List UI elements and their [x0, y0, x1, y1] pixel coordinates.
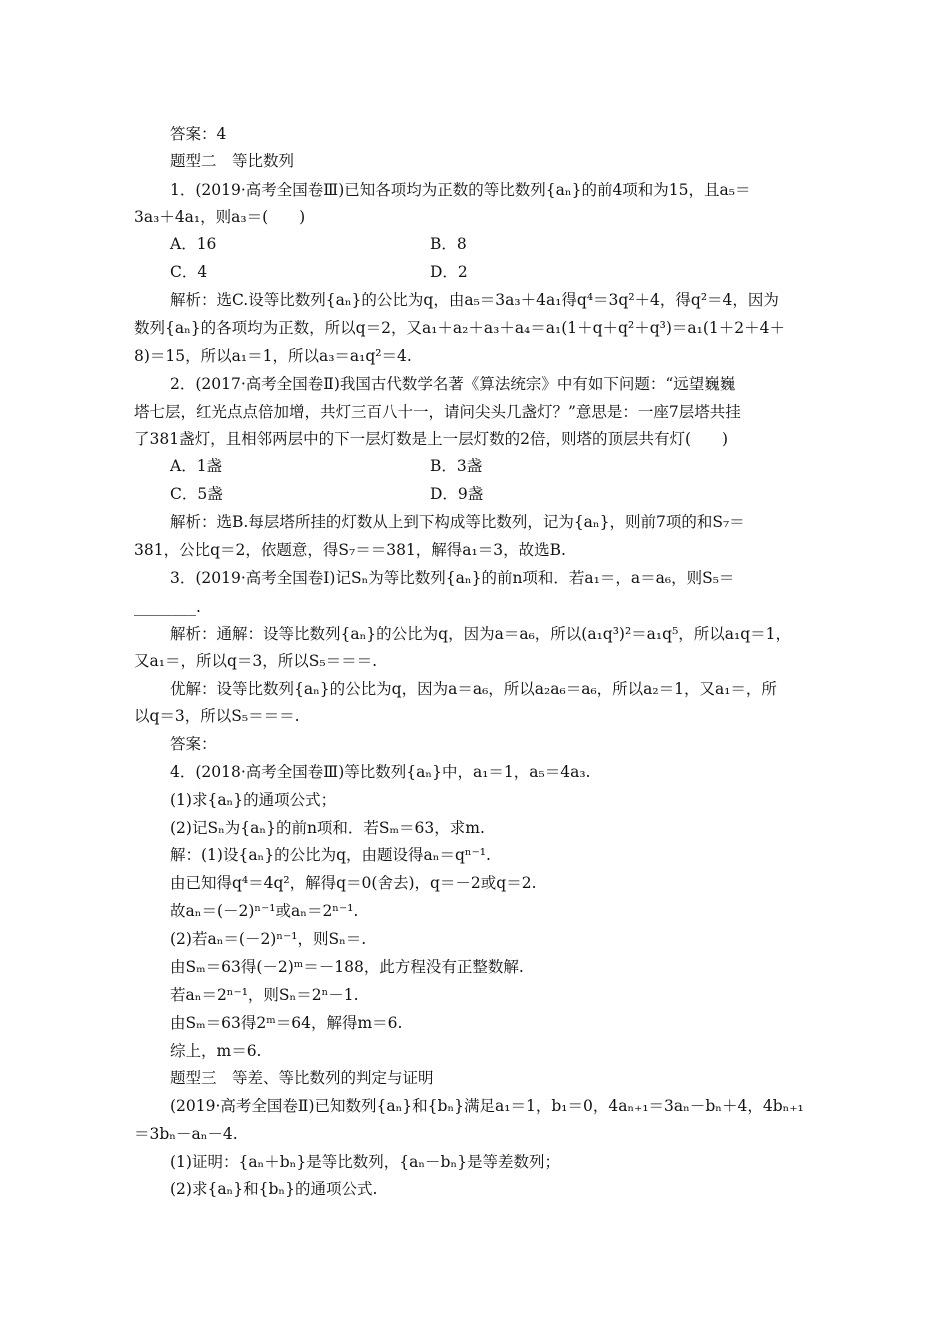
answer-blank: ________.	[134, 598, 201, 616]
problem-5-text-cont: ＝3bₙ－aₙ－4.	[134, 1125, 238, 1143]
solution-4-line: (2)若aₙ＝(－2)ⁿ⁻¹，则Sₙ＝.	[170, 930, 367, 948]
choice-d: D．9盏	[430, 485, 484, 503]
problem-4-part-2: (2)记Sₙ为{aₙ}的前n项和．若Sₘ＝63，求m.	[170, 819, 485, 837]
solution-2-line: 解析：选B.每层塔所挂的灯数从上到下构成等比数列，记为{aₙ}，则前7项的和S₇＝	[170, 513, 745, 531]
answer-line: 答案：4	[170, 125, 227, 143]
solution-3-alt: 优解：设等比数列{aₙ}的公比为q，因为a＝a₆，所以a₂a₆＝a₆，所以a₂＝1，又a₁＝，所	[170, 680, 777, 698]
choice-a: A．1盏	[170, 457, 223, 475]
choice-b: B．8	[430, 235, 467, 253]
solution-4-line: 解：(1)设{aₙ}的公比为q，由题设得aₙ＝qⁿ⁻¹.	[170, 846, 491, 864]
problem-2-text-cont: 塔七层，红光点点倍加增，共灯三百八十一，请问尖头几盏灯？”意思是：一座7层塔共挂	[134, 403, 741, 421]
solution-3-line: 又a₁＝，所以q＝3，所以S₅＝＝＝.	[134, 652, 377, 670]
solution-4-line: 若aₙ＝2ⁿ⁻¹，则Sₙ＝2ⁿ－1.	[170, 986, 359, 1004]
problem-2-text-cont: 了381盏灯，且相邻两层中的下一层灯数是上一层灯数的2倍，则塔的顶层共有灯( )	[134, 430, 729, 448]
choice-b: B．3盏	[430, 457, 483, 475]
problem-1-text: 1．(2019·高考全国卷Ⅲ)已知各项均为正数的等比数列{aₙ}的前4项和为15，且a₅＝	[170, 181, 751, 199]
solution-1-line: 数列{aₙ}的各项均为正数，所以q＝2，又a₁＋a₂＋a₃＋a₄＝a₁(1＋q＋q²＋q³)＝a₁(1＋2＋4＋	[134, 319, 785, 337]
problem-3-text: 3．(2019·高考全国卷Ⅰ)记Sₙ为等比数列{aₙ}的前n项和．若a₁＝，a＝a₆，则S₅＝	[170, 569, 735, 587]
solution-1-line: 解析：选C.设等比数列{aₙ}的公比为q，由a₅＝3a₃＋4a₁得q⁴＝3q²＋4，得q²＝4，因为	[170, 291, 779, 309]
problem-4-text: 4．(2018·高考全国卷Ⅲ)等比数列{aₙ}中，a₁＝1，a₅＝4a₃.	[170, 763, 591, 781]
problem-2-text: 2．(2017·高考全国卷Ⅱ)我国古代数学名著《算法统宗》中有如下问题：“远望巍巍	[170, 375, 736, 393]
solution-2-line: 381，公比q＝2，依题意，得S₇＝＝381，解得a₁＝3，故选B.	[134, 541, 566, 559]
choice-c: C．5盏	[170, 485, 223, 503]
choice-d: D．2	[430, 263, 468, 281]
section-heading: 题型二 等比数列	[170, 152, 295, 170]
choice-c: C．4	[170, 263, 208, 281]
solution-4-line: 故aₙ＝(－2)ⁿ⁻¹或aₙ＝2ⁿ⁻¹.	[170, 902, 359, 920]
problem-1-text-cont: 3a₃＋4a₁，则a₃＝( )	[134, 208, 306, 226]
section-heading: 题型三 等差、等比数列的判定与证明	[170, 1069, 434, 1087]
problem-5-part-2: (2)求{aₙ}和{bₙ}的通项公式.	[170, 1180, 378, 1198]
solution-3-line: 解析：通解：设等比数列{aₙ}的公比为q，因为a＝a₆，所以(a₁q³)²＝a₁q⁵，所以a₁q＝1，	[170, 625, 792, 643]
problem-5-part-1: (1)证明：{aₙ＋bₙ}是等比数列，{aₙ－bₙ}是等差数列；	[170, 1153, 561, 1171]
problem-4-part-1: (1)求{aₙ}的通项公式；	[170, 791, 337, 809]
choice-a: A．16	[170, 235, 217, 253]
solution-4-line: 由Sₘ＝63得(－2)ᵐ＝－188，此方程没有正整数解.	[170, 958, 524, 976]
solution-3-alt: 以q＝3，所以S₅＝＝＝.	[134, 707, 300, 725]
solution-4-line: 由已知得q⁴＝4q²，解得q＝0(舍去)，q＝－2或q＝2.	[170, 874, 537, 892]
solution-4-conclusion: 综上，m＝6.	[170, 1042, 262, 1060]
solution-4-line: 由Sₘ＝63得2ᵐ＝64，解得m＝6.	[170, 1014, 403, 1032]
solution-1-line: 8)＝15，所以a₁＝1，所以a₃＝a₁q²＝4.	[134, 347, 412, 365]
answer-line: 答案：	[170, 735, 217, 753]
problem-5-text: (2019·高考全国卷Ⅱ)已知数列{aₙ}和{bₙ}满足a₁＝1，b₁＝0，4aₙ₊₁＝3aₙ－bₙ＋4，4bₙ₊₁	[170, 1097, 804, 1115]
